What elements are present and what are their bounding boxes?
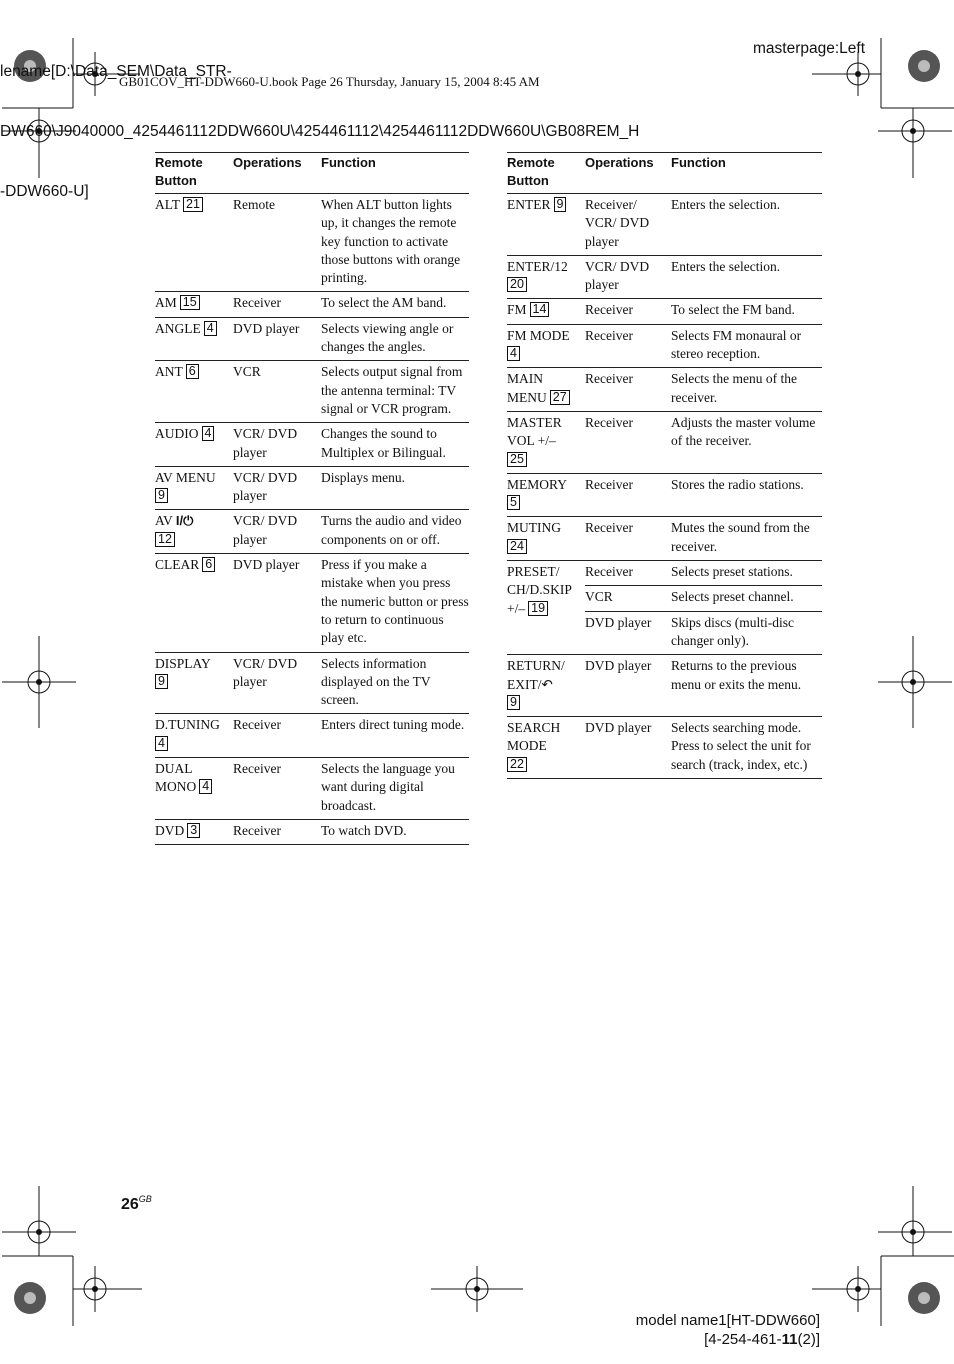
button-number-badge: 14 <box>530 302 550 317</box>
button-number-badge: 9 <box>507 695 520 710</box>
table-header-row <box>155 153 469 194</box>
cell-function: Selects the menu of the receiver. <box>671 368 822 412</box>
button-label: ENTER/12 <box>507 258 568 274</box>
cell-remote-button <box>155 361 233 423</box>
cell-operations: DVD player <box>233 317 321 361</box>
cell-operations: Receiver <box>233 714 321 758</box>
table-row <box>155 819 469 844</box>
table-row <box>155 510 469 554</box>
cell-remote-button <box>155 466 233 510</box>
page-number-value: 26 <box>121 1196 139 1213</box>
button-label: MAIN MENU <box>507 371 547 405</box>
cell-operations: Remote <box>233 194 321 292</box>
button-number-badge: 12 <box>155 532 175 547</box>
table-header-row <box>507 153 822 194</box>
table-row <box>507 473 822 517</box>
button-label: ALT <box>155 197 181 212</box>
button-number-badge: 4 <box>507 346 520 361</box>
table-row <box>507 255 822 299</box>
cell-function: Enters the selection. <box>671 255 822 299</box>
cell-function: Press if you make a mistake when you press the numeric button or press to return to continuous play etc. <box>321 554 469 652</box>
table-row <box>507 655 822 717</box>
cell-operations: VCR/ DVD player <box>233 423 321 467</box>
button-label: RETURN/ EXIT/ <box>507 658 565 692</box>
table-row <box>155 466 469 510</box>
table-row <box>155 652 469 714</box>
cell-function: Mutes the sound from the receiver. <box>671 517 822 561</box>
cell-operations: DVD player <box>585 717 671 779</box>
cell-function: To select the AM band. <box>321 292 469 317</box>
button-label: ANGLE <box>155 320 201 336</box>
button-label: AV MENU <box>155 469 216 485</box>
table-row <box>507 517 822 561</box>
button-number-badge: 4 <box>155 736 168 751</box>
cell-function: Skips discs (multi-disc changer only). <box>671 611 822 655</box>
button-label: FM <box>507 302 527 318</box>
cell-function: Selects viewing angle or changes the angles. <box>321 317 469 361</box>
book-info-line: GB01COV_HT-DDW660-U.book Page 26 Thursday, January 15, 2004 8:45 AM <box>119 74 540 89</box>
cell-remote-button <box>507 194 585 256</box>
cell-remote-button <box>155 652 233 714</box>
cell-remote-button <box>155 819 233 844</box>
button-number-badge: 22 <box>507 757 527 772</box>
cell-operations: DVD player <box>233 554 321 652</box>
button-number-badge: 3 <box>187 823 200 838</box>
cell-remote-button <box>155 317 233 361</box>
table-row <box>507 411 822 473</box>
cell-operations: Receiver <box>585 368 671 412</box>
button-number-badge: 4 <box>204 321 217 336</box>
header-remote-button: Remote Button <box>155 153 233 194</box>
cell-operations: VCR <box>233 361 321 423</box>
button-label: AV <box>155 513 173 529</box>
filename-line: DW660\J9040000_4254461112DDW660U\4254461112\4254461112DDW660U\GB08REM_H <box>0 123 640 140</box>
cell-remote-button <box>507 299 585 324</box>
power-icon: I/⏻ <box>175 513 194 529</box>
button-label: FM MODE <box>507 327 570 343</box>
button-label: MEMORY <box>507 476 568 492</box>
button-label: MASTER VOL +/– <box>507 414 562 449</box>
button-number-badge: 24 <box>507 539 527 554</box>
cell-function: Selects preset channel. <box>671 586 822 611</box>
table-row <box>155 423 469 467</box>
model-info <box>636 1311 820 1349</box>
table-row <box>155 554 469 652</box>
button-number-badge: 9 <box>155 488 168 503</box>
button-label: DISPLAY <box>155 655 211 671</box>
button-label: ENTER <box>507 197 551 212</box>
button-label: DVD <box>155 822 185 838</box>
button-label: D.TUNING <box>155 717 220 733</box>
button-number-badge: 19 <box>528 601 548 616</box>
cell-function: Turns the audio and video components on or off. <box>321 510 469 554</box>
model-name-line: model name1[HT-DDW660] <box>635 1312 820 1329</box>
cell-function: Returns to the previous menu or exits the menu. <box>671 655 822 717</box>
filename-line: lename[D:\Data_SEM\Data_STR- <box>0 63 232 80</box>
cell-operations: VCR/ DVD player <box>585 255 671 299</box>
table-row <box>507 717 822 779</box>
table-row <box>155 714 469 758</box>
cell-function: When ALT button lights up, it changes the remote key function to activate those buttons with orange printing. <box>321 194 469 292</box>
button-number-badge: 25 <box>507 452 527 467</box>
button-label: DUAL MONO <box>155 761 197 795</box>
button-number-badge: 21 <box>183 197 203 212</box>
cell-operations: Receiver <box>585 561 671 586</box>
cell-function: Selects preset stations. <box>671 561 822 586</box>
cell-operations: VCR/ DVD player <box>233 510 321 554</box>
cell-operations: VCR <box>585 586 671 611</box>
button-number-badge: 6 <box>202 557 215 572</box>
table-row <box>155 194 469 292</box>
cell-operations: Receiver <box>585 299 671 324</box>
cell-function: Selects output signal from the antenna terminal: TV signal or VCR program. <box>321 361 469 423</box>
model-code-line <box>636 1330 820 1349</box>
button-number-badge: 15 <box>180 295 200 310</box>
header-operations: Operations <box>233 153 321 194</box>
cell-operations: Receiver <box>585 411 671 473</box>
cell-remote-button <box>507 655 585 717</box>
cell-function: Changes the sound to Multiplex or Bilingual. <box>321 423 469 467</box>
cell-function: To watch DVD. <box>321 819 469 844</box>
return-icon: ↶ <box>541 676 553 692</box>
cell-remote-button <box>507 717 585 779</box>
cell-operations: Receiver <box>233 819 321 844</box>
cell-operations: VCR/ DVD player <box>233 466 321 510</box>
cell-function: Selects the language you want during digital broadcast. <box>321 758 469 820</box>
table-row <box>507 324 822 368</box>
cell-operations: Receiver/ VCR/ DVD player <box>585 194 671 256</box>
cell-function: Selects information displayed on the TV screen. <box>321 652 469 714</box>
table-row <box>507 194 822 256</box>
cell-remote-button <box>155 510 233 554</box>
button-label: PRESET/ CH/D.SKIP +/– <box>507 564 572 616</box>
button-label: ANT <box>155 364 183 380</box>
cell-remote-button <box>507 368 585 412</box>
cell-function: To select the FM band. <box>671 299 822 324</box>
button-number-badge: 20 <box>507 277 527 292</box>
table-row <box>507 561 822 586</box>
header-operations: Operations <box>585 153 671 194</box>
cell-operations: Receiver <box>585 324 671 368</box>
button-number-badge: 6 <box>186 364 199 379</box>
model-code-suffix: (2)] <box>797 1331 820 1348</box>
cell-function: Selects searching mode. Press to select the unit for search (track, index, etc.) <box>671 717 822 779</box>
table-row <box>155 758 469 820</box>
cell-function: Stores the radio stations. <box>671 473 822 517</box>
cell-function: Selects FM monaural or stereo reception. <box>671 324 822 368</box>
header-function: Function <box>671 153 822 194</box>
button-number-badge: 9 <box>554 197 567 212</box>
button-number-badge: 4 <box>199 779 212 794</box>
cell-function: Enters direct tuning mode. <box>321 714 469 758</box>
page-number-suffix: GB <box>138 1194 152 1204</box>
table-row <box>155 317 469 361</box>
cell-operations: DVD player <box>585 611 671 655</box>
model-code-prefix: [4-254-461- <box>704 1331 782 1348</box>
cell-remote-button <box>507 255 585 299</box>
button-label: SEARCH MODE <box>507 720 561 754</box>
cell-operations: DVD player <box>585 655 671 717</box>
cell-remote-button <box>155 423 233 467</box>
cell-remote-button <box>507 324 585 368</box>
cell-remote-button <box>155 194 233 292</box>
cell-operations: Receiver <box>233 758 321 820</box>
cell-operations: VCR/ DVD player <box>233 652 321 714</box>
button-label: MUTING <box>507 520 561 536</box>
table-row <box>507 299 822 324</box>
table-row <box>507 368 822 412</box>
table-row <box>155 292 469 317</box>
cell-function: Adjusts the master volume of the receiver. <box>671 411 822 473</box>
button-label: AM <box>155 295 177 311</box>
header-remote-button: Remote Button <box>507 153 585 194</box>
button-label: AUDIO <box>155 426 199 442</box>
cell-remote-button <box>507 561 585 655</box>
cell-function: Displays menu. <box>321 466 469 510</box>
model-code-bold: 11 <box>781 1331 798 1348</box>
cell-remote-button <box>507 473 585 517</box>
cell-remote-button <box>155 758 233 820</box>
cell-operations: Receiver <box>585 473 671 517</box>
cell-remote-button <box>155 714 233 758</box>
cell-operations: Receiver <box>233 292 321 317</box>
remote-buttons-table-left <box>155 152 469 845</box>
remote-buttons-table-right <box>507 152 822 779</box>
button-number-badge: 4 <box>202 426 215 441</box>
masterpage-label: masterpage:Left <box>753 40 866 57</box>
button-number-badge: 27 <box>550 390 570 405</box>
button-number-badge: 5 <box>507 495 520 510</box>
page-number <box>121 1194 152 1214</box>
header-function: Function <box>321 153 469 194</box>
filename-line: -DDW660-U] <box>0 183 89 200</box>
cell-operations: Receiver <box>585 517 671 561</box>
button-number-badge: 9 <box>155 674 168 689</box>
cell-remote-button <box>507 411 585 473</box>
cell-remote-button <box>155 292 233 317</box>
table-row <box>155 361 469 423</box>
cell-remote-button <box>507 517 585 561</box>
button-label: CLEAR <box>155 557 200 573</box>
cell-function: Enters the selection. <box>671 194 822 256</box>
cell-remote-button <box>155 554 233 652</box>
